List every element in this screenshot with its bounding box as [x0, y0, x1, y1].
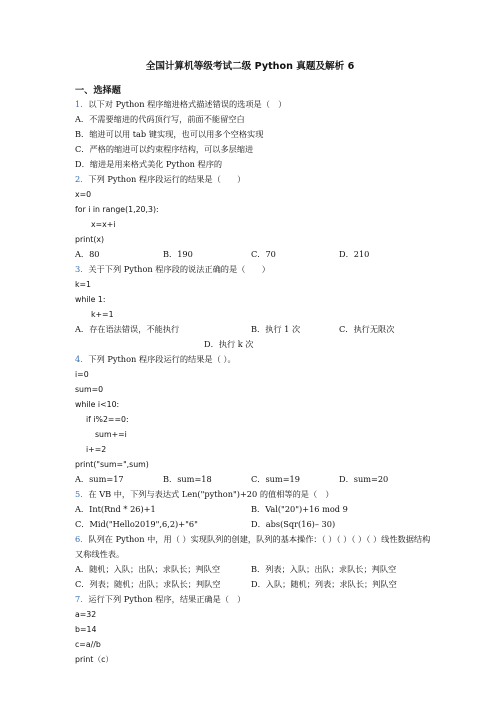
question-text: 以下对 Python 程序缩进格式描述错误的选项是（ ） — [88, 99, 287, 109]
code-line: print(x) — [75, 235, 105, 244]
question-text: 运行下列 Python 程序，结果正确是（ ） — [88, 594, 246, 604]
option-c: C．列表；随机；出队；求队长；判队空 — [75, 579, 221, 589]
question-2-stem — [75, 172, 435, 187]
question-number: 4． — [75, 354, 89, 364]
option-a: A．Int(Rnd * 26)+1 — [75, 504, 156, 514]
question-6-stem — [75, 532, 435, 562]
question-1-stem — [75, 97, 435, 112]
options-row — [75, 577, 435, 592]
question-text: 下列 Python 程序段运行的结果是（ ） — [88, 174, 246, 184]
code-line: x=x+i — [91, 220, 116, 229]
option-b: B．Val("20")+16 mod 9 — [251, 504, 348, 514]
option-d: D．210 — [339, 249, 370, 259]
option-a: A．80 — [75, 249, 100, 259]
option-a: A．不需要缩进的代码顶行写，前面不能留空白 — [75, 114, 245, 124]
code-line: k+=1 — [91, 310, 114, 319]
option-c: C．Mid("Hello2019",6,2)+"6" — [75, 519, 198, 529]
code-line: print("sum=",sum) — [75, 460, 149, 469]
option-b: B．列表；入队；出队；求队长；判队空 — [251, 564, 397, 574]
question-text: 下列 Python 程序段运行的结果是（ ）。 — [88, 354, 236, 364]
code-line: for i in range(1,20,3): — [75, 205, 159, 214]
code-line: i=0 — [75, 370, 89, 379]
code-line: x=0 — [75, 190, 92, 199]
question-number: 2． — [75, 174, 89, 184]
options-row — [75, 247, 435, 262]
code-line: a=32 — [75, 610, 97, 619]
option-d: D．入队；随机；列表；求队长；判队空 — [251, 579, 397, 589]
option-c: C．sum=19 — [251, 474, 300, 484]
option-b: B．缩进可以用 tab 键实现，也可以用多个空格实现 — [75, 129, 264, 139]
question-4-stem — [75, 352, 435, 367]
option-d: D．执行 k 次 — [204, 339, 254, 349]
options-row — [75, 337, 435, 352]
options-row — [75, 322, 435, 337]
question-number: 7． — [75, 594, 89, 604]
option-b: B．190 — [163, 249, 193, 259]
code-line: while 1: — [75, 295, 106, 304]
question-number: 6． — [75, 534, 89, 544]
option-a: A．存在语法错误，不能执行 — [75, 324, 180, 334]
question-3-stem — [75, 262, 435, 277]
question-number: 3． — [75, 264, 89, 274]
code-line: b=14 — [75, 625, 97, 634]
options-row — [75, 517, 435, 532]
question-5-stem — [75, 487, 435, 502]
question-text: 关于下列 Python 程序段的说法正确的是（ ） — [88, 264, 270, 274]
option-c: C．70 — [251, 249, 276, 259]
section-heading: 一、选择题 — [75, 85, 121, 96]
options-row — [75, 502, 435, 517]
option-c: C．执行无限次 — [339, 324, 395, 334]
option-d: D．abs(Sqr(16)– 30) — [251, 519, 336, 529]
code-line: i+=2 — [86, 445, 107, 454]
code-line: k=1 — [75, 280, 92, 289]
option-d: D．缩进是用来格式美化 Python 程序的 — [75, 159, 223, 169]
question-7-stem — [75, 592, 435, 607]
option-d: D．sum=20 — [339, 474, 389, 484]
option-a: A．随机；入队；出队；求队长；判队空 — [75, 564, 221, 574]
question-list — [75, 97, 435, 667]
code-line: print（c） — [75, 655, 114, 664]
option-b: B．sum=18 — [163, 474, 212, 484]
option-b: B．执行 1 次 — [251, 324, 301, 334]
option-a: A．sum=17 — [75, 474, 124, 484]
options-row — [75, 562, 435, 577]
question-text: 在 VB 中，下列与表达式 Len("python")+20 的值相等的是（ ） — [88, 489, 334, 499]
code-line: c=a//b — [75, 640, 101, 649]
code-line: sum+=i — [95, 430, 127, 439]
code-line: sum=0 — [75, 385, 104, 394]
code-line: while i<10: — [75, 400, 120, 409]
question-number: 1． — [75, 99, 89, 109]
page-title: 全国计算机等级考试二级 Python 真题及解析 6 — [145, 61, 355, 72]
question-number: 5． — [75, 489, 89, 499]
code-line: if i%2==0: — [86, 415, 129, 424]
options-row — [75, 472, 435, 487]
option-c: C．严格的缩进可以约束程序结构，可以多层缩进 — [75, 144, 254, 154]
question-text: 队列在 Python 中，用（ ）实现队列的创建，队列的基本操作：（ ）（ ）（ ）（ ）线性数据结构又称线性表。 — [75, 534, 431, 559]
